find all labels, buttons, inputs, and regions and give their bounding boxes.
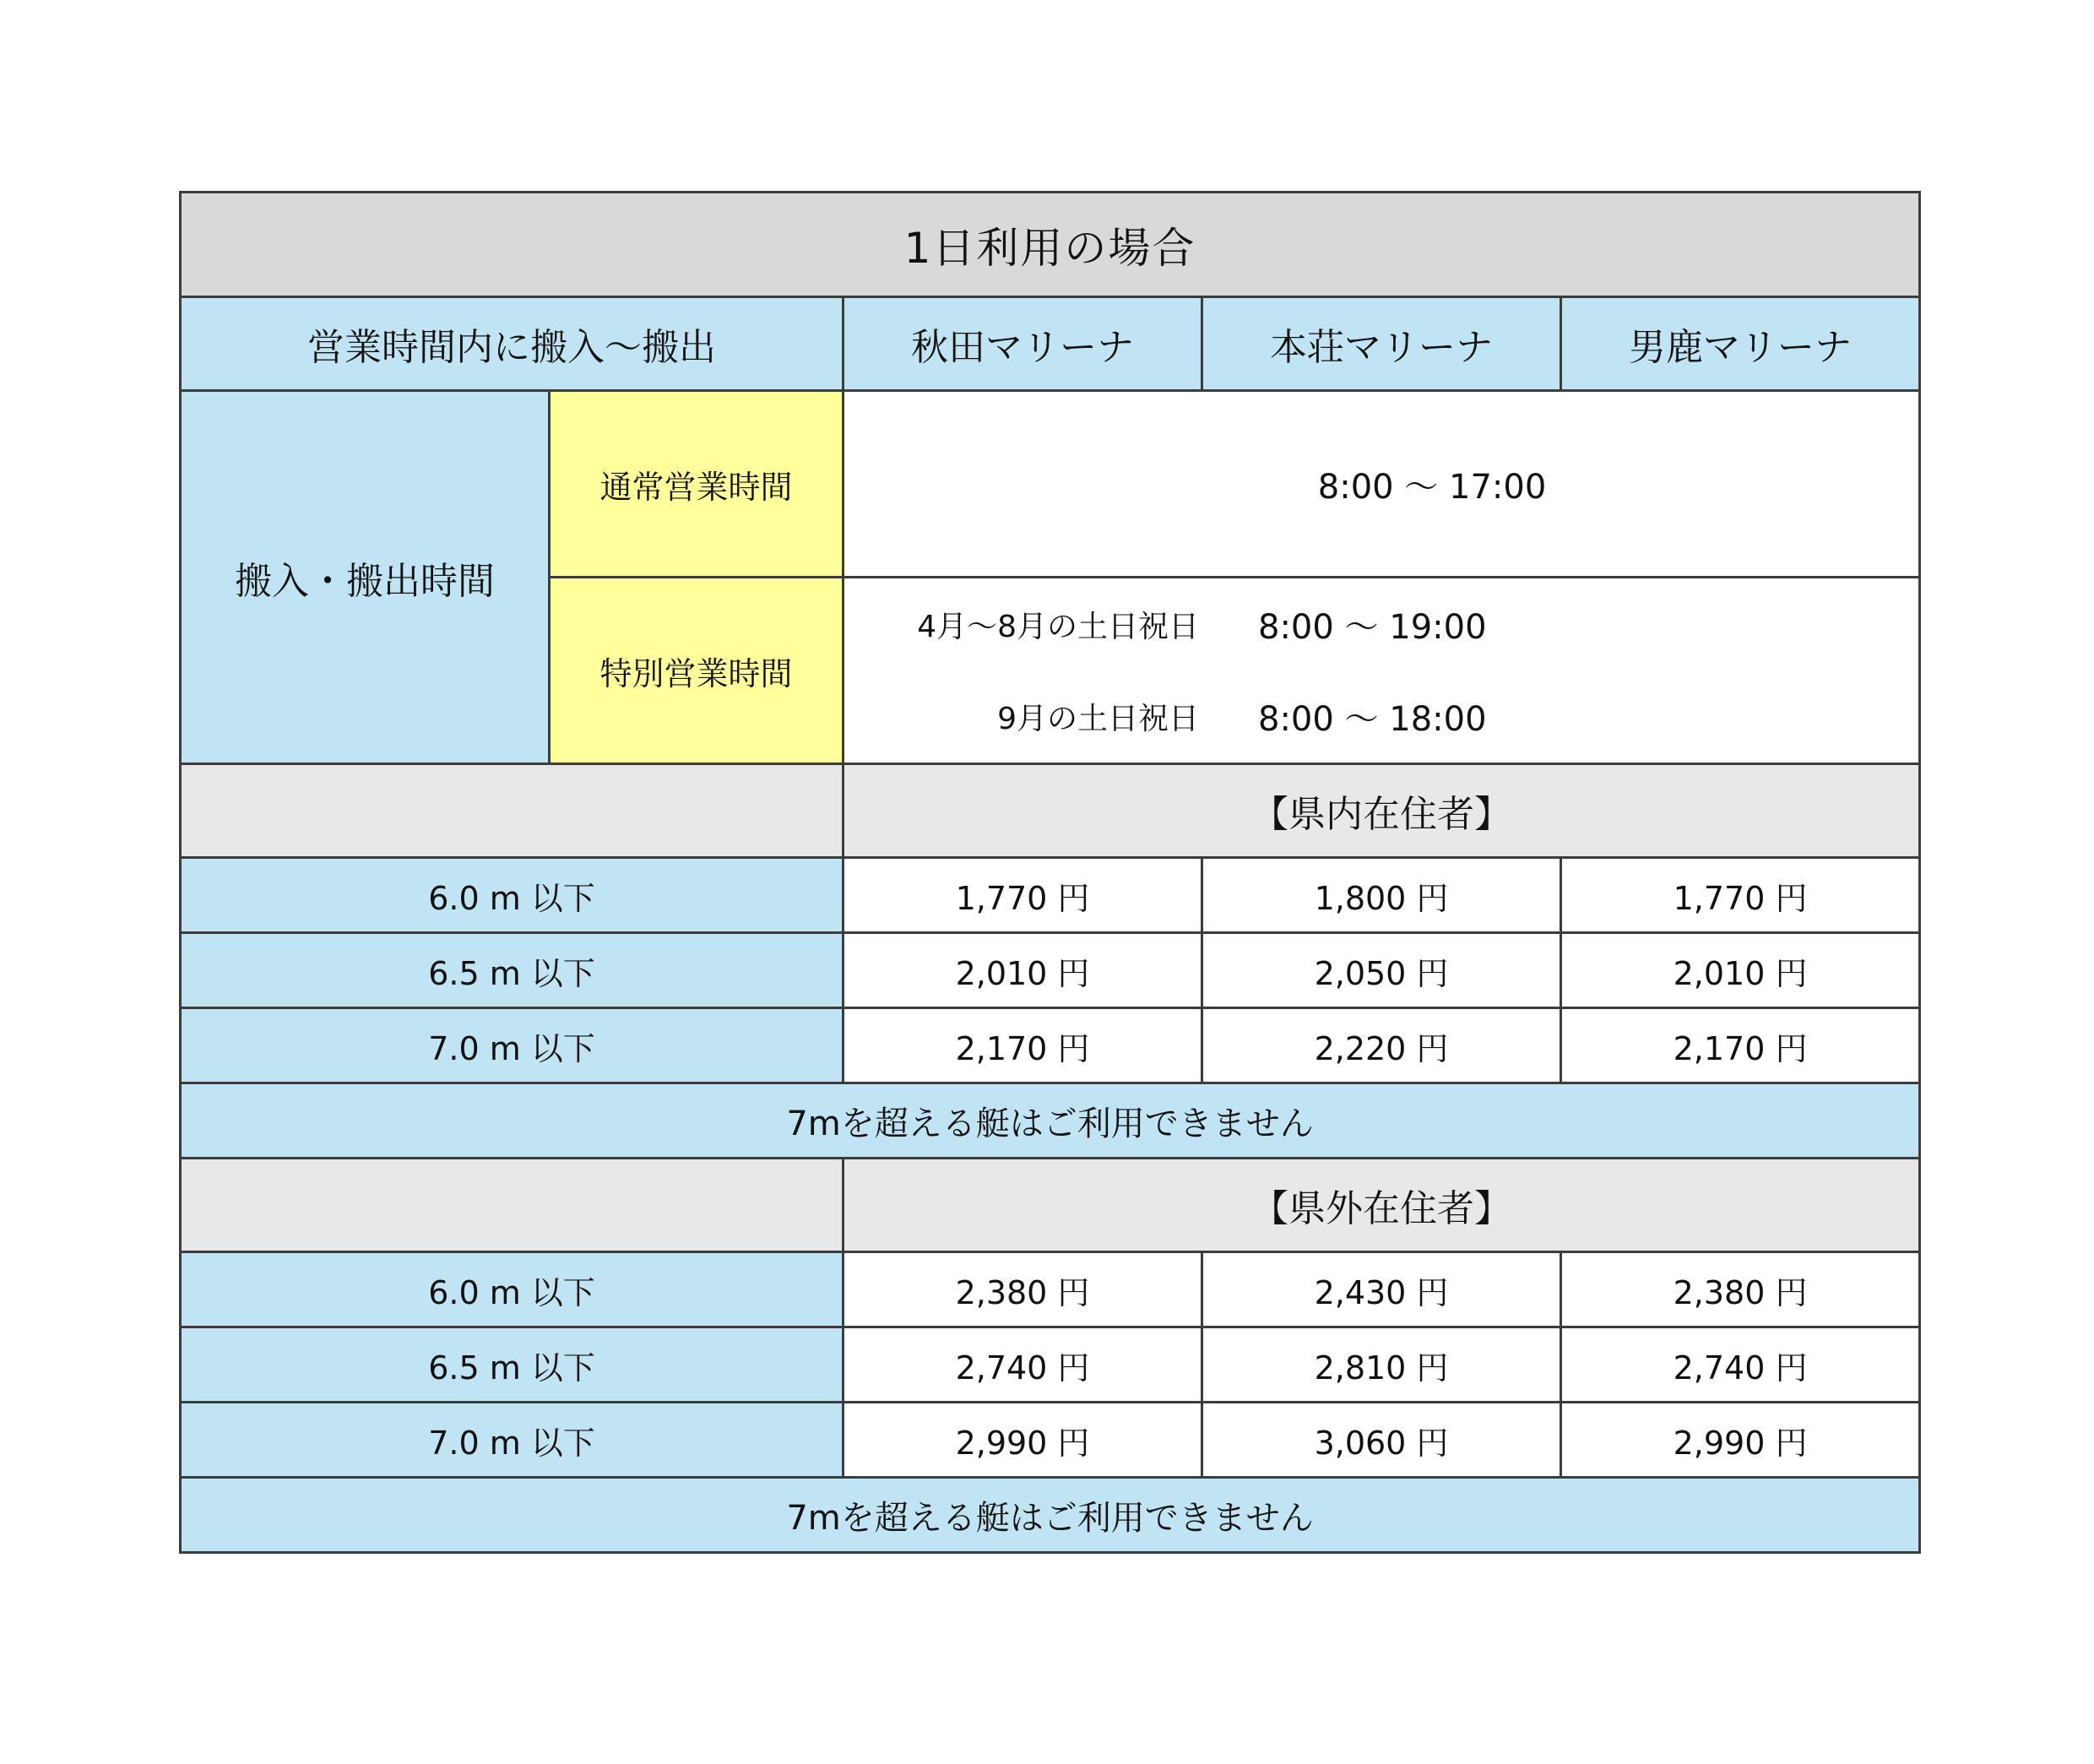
section-spacer xyxy=(181,764,844,858)
special-hours-time: 8:00 ～ 18:00 xyxy=(1258,700,1487,739)
price-cell: 2,170 円 xyxy=(1561,1008,1920,1083)
price-cell: 3,060 円 xyxy=(1202,1403,1561,1478)
price-cell: 1,800 円 xyxy=(1202,858,1561,933)
normal-hours-time: 8:00 ～ 17:00 xyxy=(844,391,1920,578)
header-marina-oga: 男鹿マリーナ xyxy=(1561,297,1920,391)
price-cell: 2,990 円 xyxy=(1561,1403,1920,1478)
price-cell: 2,010 円 xyxy=(1561,933,1920,1008)
hours-row-label: 搬入・搬出時間 xyxy=(181,391,550,764)
special-hours-entry xyxy=(844,578,1918,670)
header-marina-akita: 秋田マリーナ xyxy=(844,297,1202,391)
price-cell: 2,010 円 xyxy=(844,933,1202,1008)
price-cell: 2,380 円 xyxy=(844,1252,1202,1327)
section-spacer xyxy=(181,1159,844,1252)
special-hours-cell xyxy=(844,578,1920,764)
size-label: 7.0 m 以下 xyxy=(181,1403,844,1478)
special-hours-entry xyxy=(844,670,1918,763)
section-heading-nonresident: 【県外在住者】 xyxy=(844,1159,1920,1252)
price-cell: 2,990 円 xyxy=(844,1403,1202,1478)
price-cell: 2,220 円 xyxy=(1202,1008,1561,1083)
price-cell: 2,170 円 xyxy=(844,1008,1202,1083)
size-label: 6.0 m 以下 xyxy=(181,858,844,933)
price-cell: 2,380 円 xyxy=(1561,1252,1920,1327)
fee-table xyxy=(179,191,1921,1554)
size-label: 6.5 m 以下 xyxy=(181,1327,844,1403)
price-cell: 2,740 円 xyxy=(1561,1327,1920,1403)
size-label: 7.0 m 以下 xyxy=(181,1008,844,1083)
price-cell: 1,770 円 xyxy=(844,858,1202,933)
section-heading-resident: 【県内在住者】 xyxy=(844,764,1920,858)
normal-hours-label: 通常営業時間 xyxy=(550,391,844,578)
special-hours-time: 8:00 ～ 19:00 xyxy=(1258,608,1487,647)
size-label: 6.5 m 以下 xyxy=(181,933,844,1008)
price-cell: 2,430 円 xyxy=(1202,1252,1561,1327)
special-hours-date: 9月の土日祝日 xyxy=(997,702,1199,736)
price-cell: 1,770 円 xyxy=(1561,858,1920,933)
header-label: 営業時間内に搬入～搬出 xyxy=(181,297,844,391)
table-title: 1日利用の場合 xyxy=(181,193,1920,297)
price-cell: 2,810 円 xyxy=(1202,1327,1561,1403)
size-label: 6.0 m 以下 xyxy=(181,1252,844,1327)
special-hours-label: 特別営業時間 xyxy=(550,578,844,764)
size-limit-note: 7mを超える艇はご利用できません xyxy=(181,1083,1920,1159)
size-limit-note: 7mを超える艇はご利用できません xyxy=(181,1478,1920,1553)
price-cell: 2,050 円 xyxy=(1202,933,1561,1008)
price-cell: 2,740 円 xyxy=(844,1327,1202,1403)
header-marina-honjo: 本荘マリーナ xyxy=(1202,297,1561,391)
special-hours-date: 4月～8月の土日祝日 xyxy=(917,610,1199,644)
